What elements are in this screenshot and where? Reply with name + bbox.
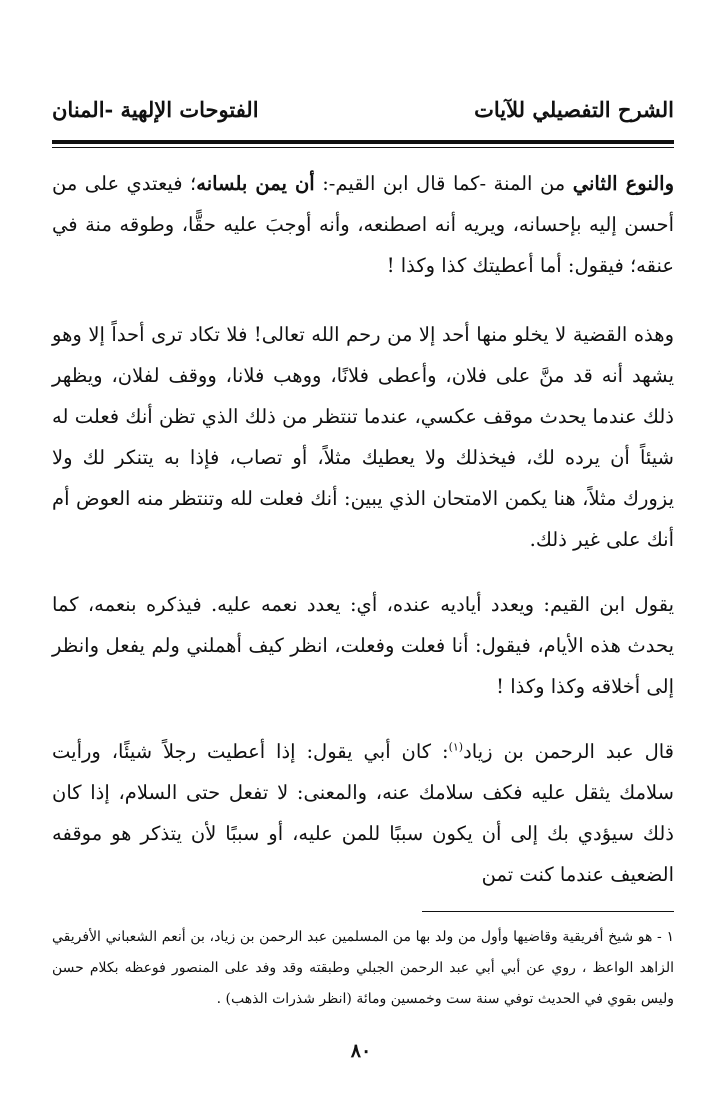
main-text [52,163,674,919]
paragraph-2: وهذه القضية لا يخلو منها أحد إلا من رحم الله تعالى! فلا تكاد ترى أحداً إلا وهو يشهد أنه قد منَّ على فلان، وأعطى فلانًا، ووهب فلانا، ووقف لفلان، ويظهر ذلك عندما يحدث موقف عكسي، عندما تنتظر من ذلك الذي تظن أنك فعلت له شيئاً أن يرده لك، فيخذلك ولا يعطيك مثلاً، أو تصاب، فإذا به يتنكر لك ولا يزورك مثلاً، هنا يكمن الامتحان الذي يبين: أنك فعلت لله وتنتظر منه العوض أم أنك على غير ذلك. [52,323,674,551]
paragraph-4 [52,731,674,895]
paragraph-4-text-a: قال عبد الرحمن بن زياد [463,740,674,763]
paragraph-1 [52,163,674,286]
paragraph-1-text-a: من المنة -كما قال ابن القيم-: [314,172,573,195]
paragraph-3: يقول ابن القيم: ويعدد أياديه عنده، أي: يعدد نعمه عليه. فيذكره بنعمه، كما يحدث هذه الأيام، فيقول: أنا فعلت وفعلت، انظر كيف أهملني ولم يفعل وانظر إلى أخلاقه وكذا وكذا ! [52,593,674,698]
page-number: ٨٠ [350,1040,372,1062]
paragraph-4-text-b: : كان أبي يقول: إذا أعطيت رجلاً شيئًا، ورأيت سلامك يثقل عليه فكف سلامك عنه، والمعنى: لا تفعل حتى السلام، إذا كان ذلك سيؤدي بك إلى أن يكون سببًا للمن عليه، أو سببًا لأن يتذكر هو موقفه الضعيف عندما كنت تمن [52,740,674,886]
header-chapter-title: الفتوحات الإلهية -المنان [52,97,259,122]
paragraph-1-lead: والنوع الثاني [572,172,674,195]
header-rule-thick [52,140,674,144]
footnote-reference: (١) [448,740,464,754]
footnote: ١ - هو شيخ أفريقية وقاضيها وأول من ولد بها من المسلمين عبد الرحمن بن زياد، بن أنعم الشعباني الأفريقي الزاهد الواعظ ، روي عن أبي أبي عبد الرحمن الجبلي وطبقته وقد وفد على المنصور فوعظه بكلام حسن وليس بقوي في الحديث توفي سنة ست وخمسين ومائة (انظر شذرات الذهب) . [52,929,674,1007]
paragraph-1-emphasis: أن يمن بلسانه [196,172,315,195]
paragraph-1-text-b: ؛ فيعتدي على من أحسن إليه بإحسانه، ويريه أنه اصطنعه، وأنه أوجبَ عليه حقًّا، وطوقه منة في عنقه؛ فيقول: أما أعطيتك كذا وكذا ! [52,172,674,277]
running-header [52,86,674,122]
footnote-rule [422,911,674,912]
header-rule-thin [52,147,674,148]
header-book-title: الشرح التفصيلي للآيات [474,97,674,122]
